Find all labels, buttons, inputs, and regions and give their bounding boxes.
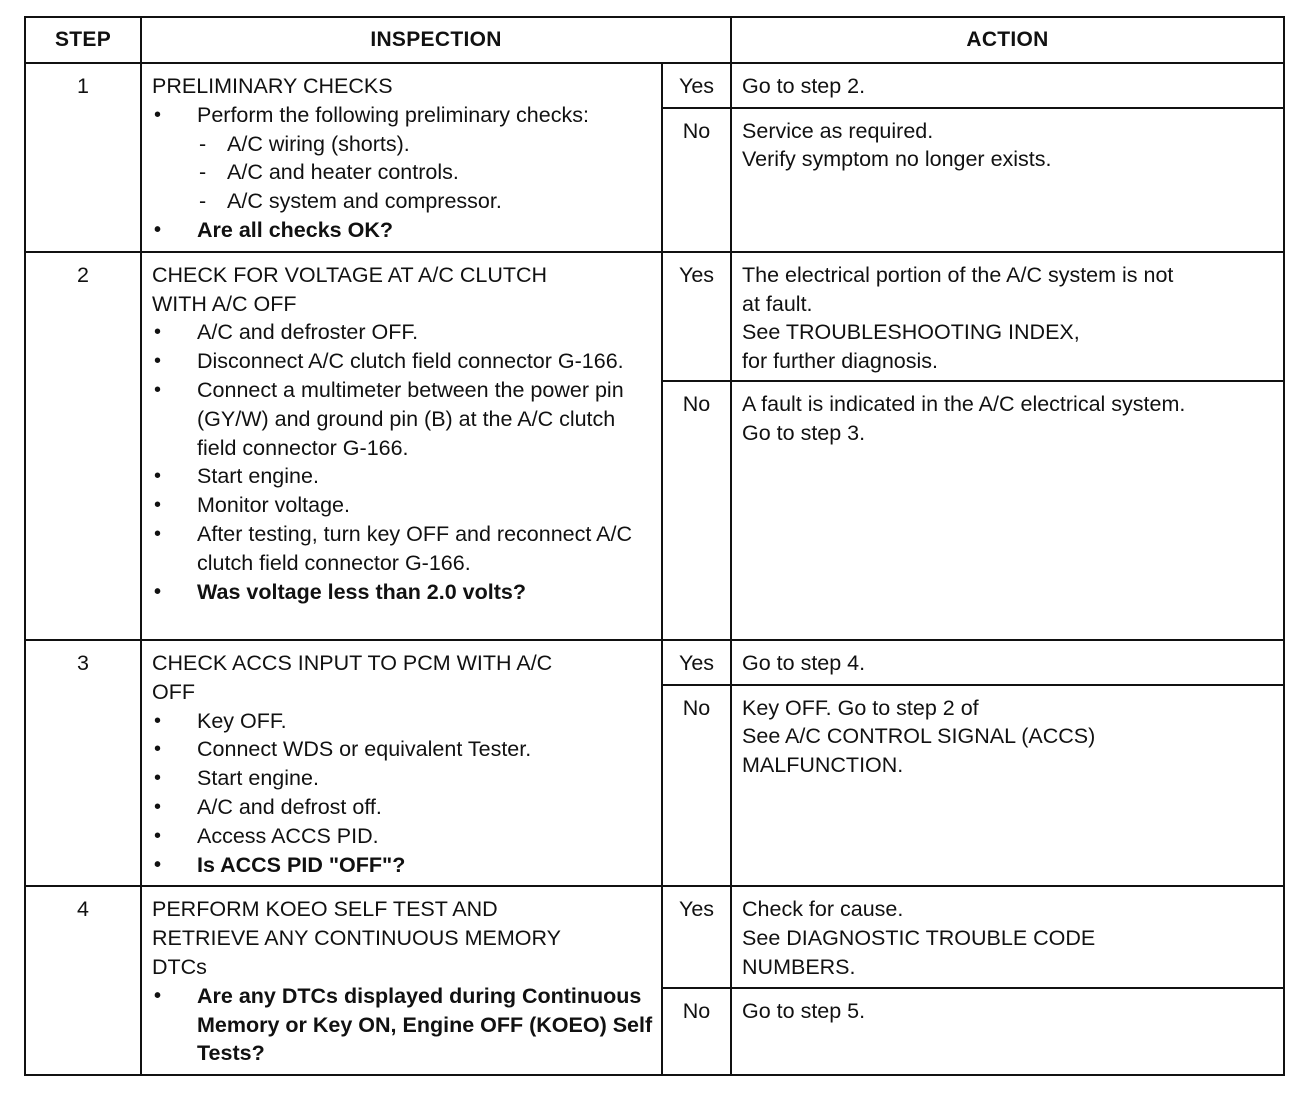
no-action: [731, 108, 1284, 252]
header-row: [25, 17, 1284, 63]
check-item: [152, 101, 653, 216]
action-line: See A/C CONTROL SIGNAL (ACCS): [742, 724, 1096, 749]
no-label: No: [662, 685, 731, 887]
step-title: OFF: [152, 679, 195, 704]
yes-action: [731, 63, 1284, 108]
action-line: at fault.: [742, 291, 813, 316]
action-line: Check for cause.: [742, 897, 904, 922]
check-item-text: A/C and defroster OFF.: [197, 320, 419, 345]
action-line: Go to step 3.: [742, 420, 866, 445]
step-question: • Are all checks OK?: [152, 216, 653, 245]
step-title: WITH A/C OFF: [152, 291, 297, 316]
sub-check-item: - A/C system and compressor.: [197, 187, 653, 216]
step-number: 1: [25, 63, 141, 252]
check-item-text: Disconnect A/C clutch field connector G-166.: [197, 349, 624, 374]
check-list: [152, 707, 653, 880]
action-line: Verify symptom no longer exists.: [742, 147, 1052, 172]
step-title: CHECK FOR VOLTAGE AT A/C CLUTCH: [152, 262, 548, 287]
step-number: 4: [25, 886, 141, 1075]
step-row: [25, 886, 1284, 988]
step-row: [25, 640, 1284, 685]
check-item: [152, 491, 653, 520]
check-list: [152, 318, 653, 606]
step-title: PRELIMINARY CHECKS: [152, 74, 393, 98]
check-item-text: Key OFF.: [197, 708, 287, 733]
yes-action: [731, 252, 1284, 381]
check-item-text: Access ACCS PID.: [197, 823, 379, 848]
diagnostic-table: [24, 16, 1285, 1076]
check-item-text: Start engine.: [197, 766, 319, 791]
check-item-text: Monitor voltage.: [197, 493, 350, 518]
step-title: PERFORM KOEO SELF TEST AND: [152, 897, 498, 922]
inspection-cell: [141, 640, 662, 886]
action-line: The electrical portion of the A/C system is not: [742, 262, 1174, 287]
step-row: [25, 252, 1284, 381]
action-line: for further diagnosis.: [742, 349, 939, 374]
step-title: RETRIEVE ANY CONTINUOUS MEMORY: [152, 926, 561, 951]
action-line: Go to step 2.: [742, 74, 866, 98]
inspection-cell: [141, 886, 662, 1075]
yes-label: Yes: [662, 252, 731, 381]
yes-label: Yes: [662, 640, 731, 685]
step-number: 2: [25, 252, 141, 640]
check-item-text: A/C and defrost off.: [197, 794, 382, 819]
check-item-text: Perform the following preliminary checks:: [197, 102, 589, 127]
check-item: [152, 822, 653, 851]
action-line: MALFUNCTION.: [742, 753, 904, 778]
sub-check-item: - A/C and heater controls.: [197, 158, 653, 187]
check-item: [152, 318, 653, 347]
step-question: • Is ACCS PID "OFF"?: [152, 851, 653, 880]
step-question: • Are any DTCs displayed during Continuous Memory or Key ON, Engine OFF (KOEO) Self Tests?: [152, 982, 653, 1068]
check-item-text: Connect WDS or equivalent Tester.: [197, 737, 532, 762]
action-line: Key OFF. Go to step 2 of: [742, 695, 979, 720]
check-item: [152, 793, 653, 822]
step-title: DTCs: [152, 954, 207, 979]
header-action: ACTION: [731, 17, 1284, 63]
check-item-text: Connect a multimeter between the power pin (GY/W) and ground pin (B) at the A/C clutch field connector G-166.: [197, 377, 624, 460]
check-item: [152, 376, 653, 462]
check-item: [152, 707, 653, 736]
inspection-cell: [141, 252, 662, 640]
yes-action: [731, 640, 1284, 685]
no-label: No: [662, 988, 731, 1075]
no-action: [731, 381, 1284, 640]
check-item: [152, 462, 653, 491]
action-line: Go to step 4.: [742, 650, 866, 675]
step-title: CHECK ACCS INPUT TO PCM WITH A/C: [152, 650, 553, 675]
no-action: [731, 988, 1284, 1075]
action-line: Go to step 5.: [742, 999, 866, 1024]
inspection-cell: [141, 63, 662, 252]
no-label: No: [662, 381, 731, 640]
check-item: [152, 520, 653, 578]
sub-check-item: - A/C wiring (shorts).: [197, 130, 653, 159]
action-line: See DIAGNOSTIC TROUBLE CODE: [742, 926, 1096, 951]
step-question: • Was voltage less than 2.0 volts?: [152, 578, 653, 607]
check-item-text: After testing, turn key OFF and reconnect A/C clutch field connector G-166.: [197, 521, 632, 575]
no-label: No: [662, 108, 731, 252]
check-item-text: Start engine.: [197, 464, 319, 489]
no-action: [731, 685, 1284, 887]
check-list: [152, 101, 653, 245]
yes-action: [731, 886, 1284, 988]
action-line: NUMBERS.: [742, 954, 856, 979]
yes-label: Yes: [662, 886, 731, 988]
check-item: [152, 735, 653, 764]
header-step: STEP: [25, 17, 141, 63]
step-row: [25, 63, 1284, 108]
header-inspection: INSPECTION: [141, 17, 731, 63]
step-number: 3: [25, 640, 141, 886]
action-line: See TROUBLESHOOTING INDEX,: [742, 320, 1080, 345]
action-line: A fault is indicated in the A/C electrical system.: [742, 391, 1186, 416]
check-list: [152, 982, 653, 1068]
yes-label: Yes: [662, 63, 731, 108]
check-item: [152, 347, 653, 376]
sub-check-list: [197, 130, 653, 216]
check-item: [152, 764, 653, 793]
action-line: Service as required.: [742, 118, 934, 143]
